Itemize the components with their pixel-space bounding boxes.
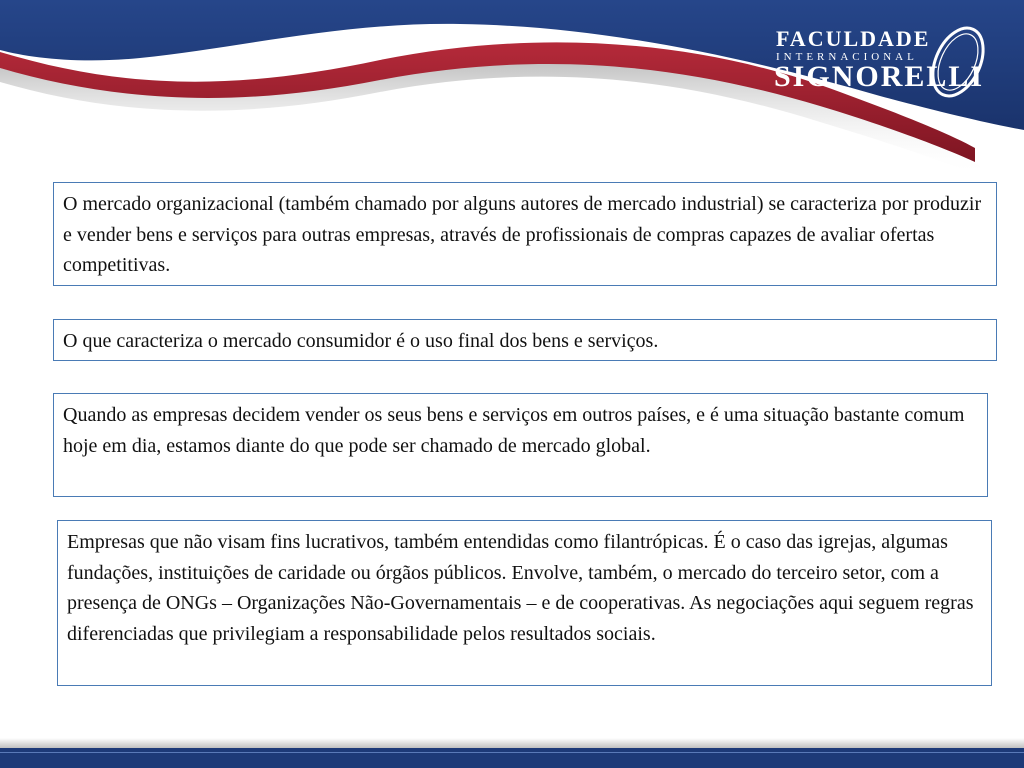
logo-internacional: INTERNACIONAL [776,51,918,63]
text-box-mercado-consumidor: O que caracteriza o mercado consumidor é o uso final dos bens e serviços. [53,319,997,361]
logo-signorelli: SIGNORELLI [774,60,985,93]
text-box-mercado-organizacional: O mercado organizacional (também chamado por alguns autores de mercado industrial) se caracteriza por produzir e vender bens e serviços para outras empresas, através de profissionais de compras capazes de avaliar ofertas competitivas. [53,182,997,286]
footer-divider [0,752,1024,753]
text-box-mercado-global: Quando as empresas decidem vender os seus bens e serviços em outros países, e é uma situação bastante comum hoje em dia, estamos diante do que pode ser chamado de mercado global. [53,393,988,497]
logo-ring-icon [928,22,988,102]
footer-bar [0,748,1024,768]
university-logo [770,22,990,102]
text-box-terceiro-setor: Empresas que não visam fins lucrativos, também entendidas como filantrópicas. É o caso das igrejas, algumas fundações, instituições de caridade ou órgãos públicos. Envolve, também, o mercado do terceiro setor, com a presença de ONGs – Organizações Não-Governamentais – e de cooperativas. As negociações aqui seguem regras diferenciadas que privilegiam a responsabilidade pelos resultados sociais. [57,520,992,686]
logo-faculdade: FACULDADE [776,26,931,51]
footer-shadow [0,738,1024,748]
